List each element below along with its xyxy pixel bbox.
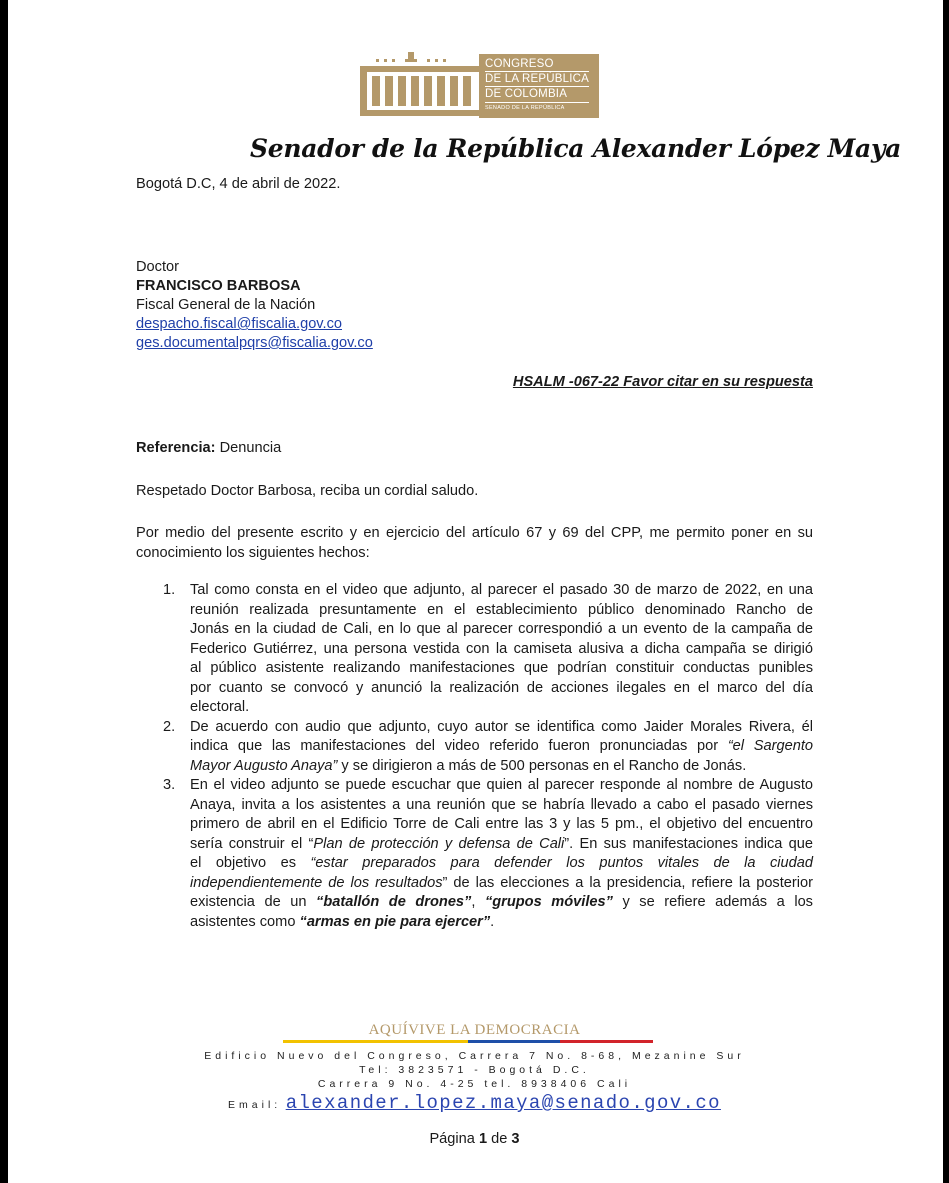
subject-value: Denuncia bbox=[219, 440, 282, 456]
fact-number: 2. bbox=[163, 718, 176, 735]
fact-text: ”. En sus manifestaciones indica que bbox=[564, 835, 813, 852]
logo-rule bbox=[485, 71, 589, 72]
fact-line: primero de abril en el Edificio Torre de Cali entre las 3 y las 5 pm., el objetivo del encuentro bbox=[190, 816, 813, 832]
fact-line: De acuerdo con audio que adjunto, cuyo autor se identifica como Jaider Morales Rivera, él bbox=[190, 718, 813, 735]
fact-line: electoral. bbox=[190, 699, 250, 715]
fact-line: Jonás en la ciudad de Cali, en lo que al parecer correspondió a un evento de la campaña de bbox=[190, 621, 813, 637]
footer-email-row bbox=[0, 1092, 949, 1114]
fact-text: existencia de un bbox=[190, 894, 317, 910]
senator-title: Senador de la República Alexander López Maya bbox=[250, 134, 902, 163]
fact-line bbox=[190, 913, 813, 933]
fact-emphasis: “grupos móviles” bbox=[484, 894, 613, 910]
fact-emphasis: “batallón de drones” bbox=[316, 894, 472, 910]
fact-line bbox=[190, 835, 813, 855]
flag-blue bbox=[468, 1040, 560, 1043]
fact-number: 1. bbox=[163, 582, 176, 598]
recipient-email-2[interactable]: ges.documentalpqrs@fiscalia.gov.co bbox=[136, 335, 373, 351]
fact-line: Federico Gutiérrez, una persona vestida con la camiseta alusiva a dicha campaña se dirigió bbox=[190, 640, 813, 657]
fact-quote: independientemente de los resultados bbox=[190, 874, 443, 891]
recipient-position: Fiscal General de la Nación bbox=[136, 297, 316, 313]
page-current: 1 bbox=[478, 1131, 488, 1147]
fact-line: En el video adjunto se puede escuchar que quien al parecer responde al nombre de Augusto bbox=[190, 777, 813, 793]
footer-email-link[interactable]: alexander.lopez.maya@senado.gov.co bbox=[285, 1092, 721, 1114]
fact-line: por cuanto se convocó y anunció la realización de acciones ilegales en el marco del día bbox=[190, 679, 813, 696]
fact-quote: “estar preparados para defender los puntos vitales de la ciudad bbox=[310, 855, 813, 871]
fact-number: 3. bbox=[163, 777, 176, 793]
logo-rule bbox=[485, 102, 589, 103]
fact-text: asistentes como bbox=[190, 913, 300, 930]
fact-text: y se refiere además a los bbox=[612, 894, 813, 910]
recipient-salutation: Doctor bbox=[136, 259, 179, 275]
fact-text: sería construir el “ bbox=[190, 835, 314, 852]
subject-line bbox=[136, 439, 281, 457]
letter-date: Bogotá D.C, 4 de abril de 2022. bbox=[136, 176, 341, 192]
fact-line: al público asistente realizando manifestaciones que podrían constituir conductas punibles bbox=[190, 660, 813, 676]
logo-line-4: SENADO DE LA REPÚBLICA bbox=[485, 105, 565, 111]
fact-emphasis: “armas en pie para ejercer” bbox=[299, 913, 491, 930]
intro-paragraph bbox=[136, 524, 813, 563]
fact-line: reunión realizada presuntamente en el establecimiento público denominado Rancho de bbox=[190, 601, 813, 618]
fact-line bbox=[190, 737, 813, 757]
logo-line-1: CONGRESO bbox=[485, 58, 554, 70]
fact-quote: Plan de protección y defensa de Cali bbox=[313, 835, 565, 852]
fact-text: ” de las elecciones a la presidencia, refiere la posterior bbox=[442, 874, 813, 891]
fact-text: , bbox=[471, 894, 485, 910]
fact-item-3 bbox=[136, 776, 813, 932]
capitol-building-icon bbox=[354, 50, 479, 122]
facts-list bbox=[136, 581, 813, 932]
recipient-name: FRANCISCO BARBOSA bbox=[136, 278, 301, 294]
logo-rule bbox=[485, 86, 589, 87]
recipient-email-1[interactable]: despacho.fiscal@fiscalia.gov.co bbox=[136, 316, 342, 332]
subject-label: Referencia: bbox=[136, 440, 216, 456]
colombia-flag-stripe bbox=[283, 1040, 653, 1043]
fact-item-1 bbox=[136, 581, 813, 718]
left-border bbox=[0, 0, 8, 1183]
fact-item-2 bbox=[136, 718, 813, 777]
fact-line: Anaya, invita a los asistentes a una reunión que se habría llevado a cabo el pasado viernes bbox=[190, 796, 813, 813]
fact-quote: “el Sargento bbox=[727, 738, 813, 754]
footer-slogan: AQUÍVIVE LA DEMOCRACIA bbox=[368, 1022, 581, 1038]
intro-line: conocimiento los siguientes hechos: bbox=[136, 544, 370, 561]
page-mid: de bbox=[487, 1131, 512, 1147]
flag-red bbox=[560, 1040, 653, 1043]
page-total: 3 bbox=[511, 1131, 520, 1147]
logo-line-2: DE LA REPÚBLICA bbox=[485, 73, 589, 85]
fact-text: y se dirigieron a más de 500 personas en el Rancho de Jonás. bbox=[337, 757, 747, 774]
flag-yellow bbox=[283, 1040, 468, 1043]
footer-address-1: Edificio Nuevo del Congreso, Carrera 7 No. 8-68, Mezanine Sur bbox=[204, 1050, 745, 1062]
fact-quote: Mayor Augusto Anaya” bbox=[190, 757, 338, 774]
fact-line bbox=[190, 893, 813, 913]
reference-code: HSALM -067-22 Favor citar en su respuesta bbox=[512, 374, 813, 390]
fact-line: Tal como consta en el video que adjunto, al parecer el pasado 30 de marzo de 2022, en una bbox=[190, 582, 813, 598]
intro-line: Por medio del presente escrito y en ejercicio del artículo 67 y 69 del CPP, me permito poner en su bbox=[136, 525, 813, 541]
fact-line bbox=[190, 854, 813, 874]
congress-nameplate bbox=[479, 54, 599, 118]
fact-line bbox=[190, 874, 813, 894]
fact-line bbox=[190, 757, 813, 777]
fact-text: el objetivo es bbox=[190, 855, 311, 871]
greeting: Respetado Doctor Barbosa, reciba un cordial saludo. bbox=[136, 483, 479, 499]
fact-text: indica que las manifestaciones del video referido fueron pronunciadas por bbox=[190, 738, 728, 754]
congress-logo bbox=[354, 50, 599, 122]
fact-text: . bbox=[490, 913, 495, 930]
footer-email-label: Email: bbox=[228, 1099, 282, 1111]
right-border bbox=[943, 0, 949, 1183]
footer-address-2: Tel: 3823571 - Bogotá D.C. bbox=[359, 1064, 590, 1076]
page-prefix: Página bbox=[429, 1131, 479, 1147]
logo-line-3: DE COLOMBIA bbox=[485, 88, 568, 100]
footer-address-3: Carrera 9 No. 4-25 tel. 8938406 Cali bbox=[317, 1078, 632, 1090]
page-number bbox=[0, 1131, 949, 1147]
